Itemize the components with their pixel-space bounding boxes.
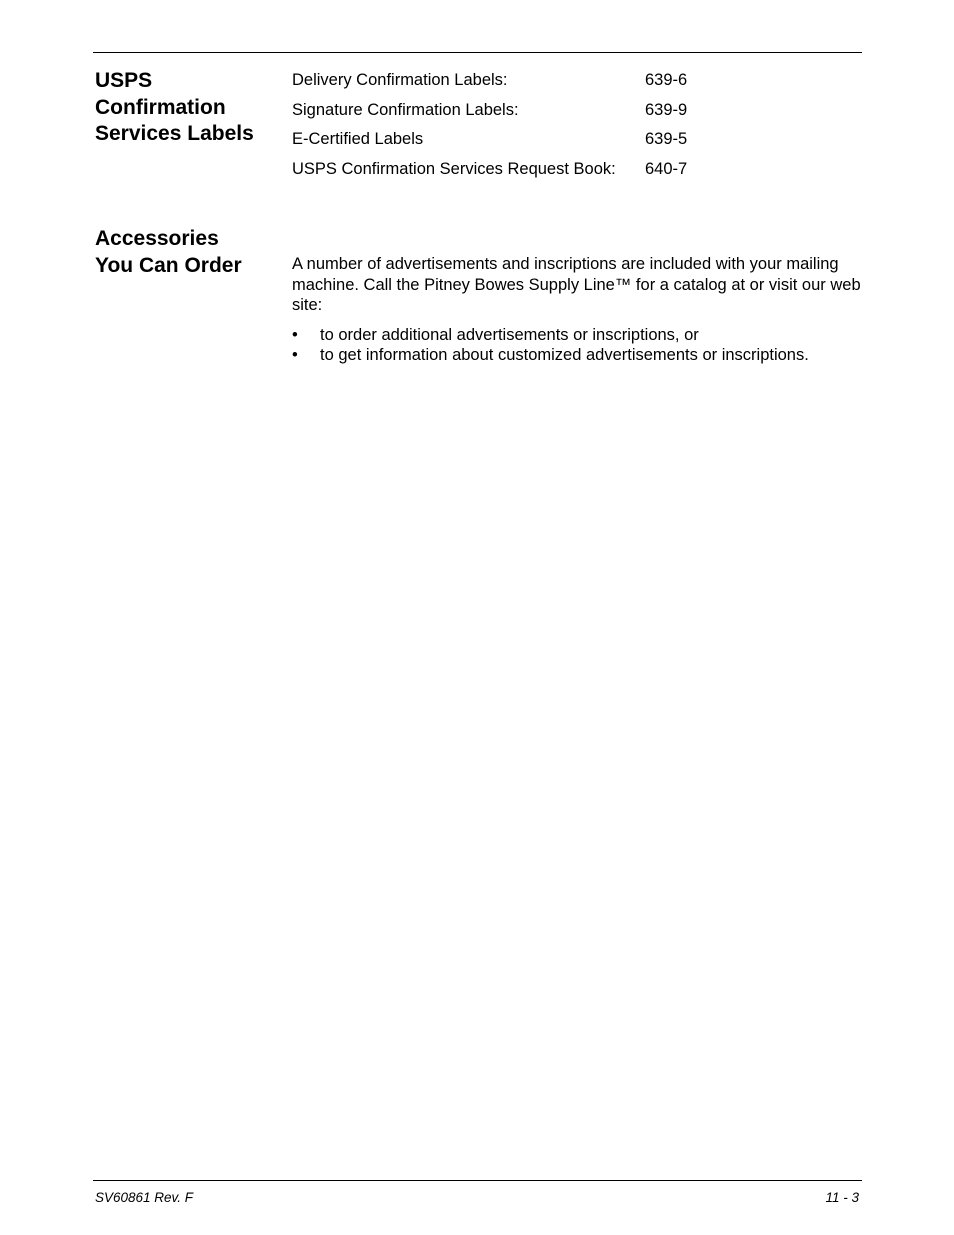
label-row <box>292 71 712 101</box>
usps-heading-line1: USPS <box>95 69 153 92</box>
label-list <box>292 71 712 189</box>
accessories-heading-line2: You Can Order <box>95 253 242 277</box>
label-name: USPS Confirmation Services Request Book: <box>292 159 616 178</box>
label-code: 639-9 <box>645 100 688 119</box>
label-name: Delivery Confirmation Labels: <box>292 71 508 89</box>
label-row <box>292 101 712 131</box>
label-name: Signature Confirmation Labels: <box>292 100 519 119</box>
accessories-bullet-list <box>292 325 862 365</box>
bullet-text: to order additional advertisements or inscriptions, or <box>320 326 699 344</box>
bullet-icon: • <box>292 326 298 344</box>
list-item <box>292 345 862 365</box>
bullet-icon: • <box>292 346 298 364</box>
label-row <box>292 160 712 190</box>
usps-heading-line3: Services Labels <box>95 122 254 145</box>
page-number: 11 - 3 <box>825 1190 859 1205</box>
label-code: 639-6 <box>645 71 688 89</box>
footer-rule <box>93 1180 862 1181</box>
label-row <box>292 130 712 160</box>
label-code: 639-5 <box>645 130 688 149</box>
accessories-heading-line1: Accessories <box>95 227 219 250</box>
usps-labels-heading <box>95 68 285 148</box>
header-rule <box>93 52 862 53</box>
label-name: E-Certified Labels <box>292 130 424 149</box>
accessories-paragraph: A number of advertisements and inscriptions are included with your mailing machine. Call the Pitney Bowes Supply Line™ for a catalog at or visit our web site: <box>292 255 861 314</box>
bullet-text: to get information about customized advertisements or inscriptions. <box>320 346 809 364</box>
document-id: SV60861 Rev. F <box>95 1190 194 1205</box>
label-code: 640-7 <box>645 159 688 178</box>
usps-heading-line2: Confirmation <box>95 95 226 119</box>
accessories-heading <box>95 226 285 279</box>
list-item <box>292 325 862 345</box>
